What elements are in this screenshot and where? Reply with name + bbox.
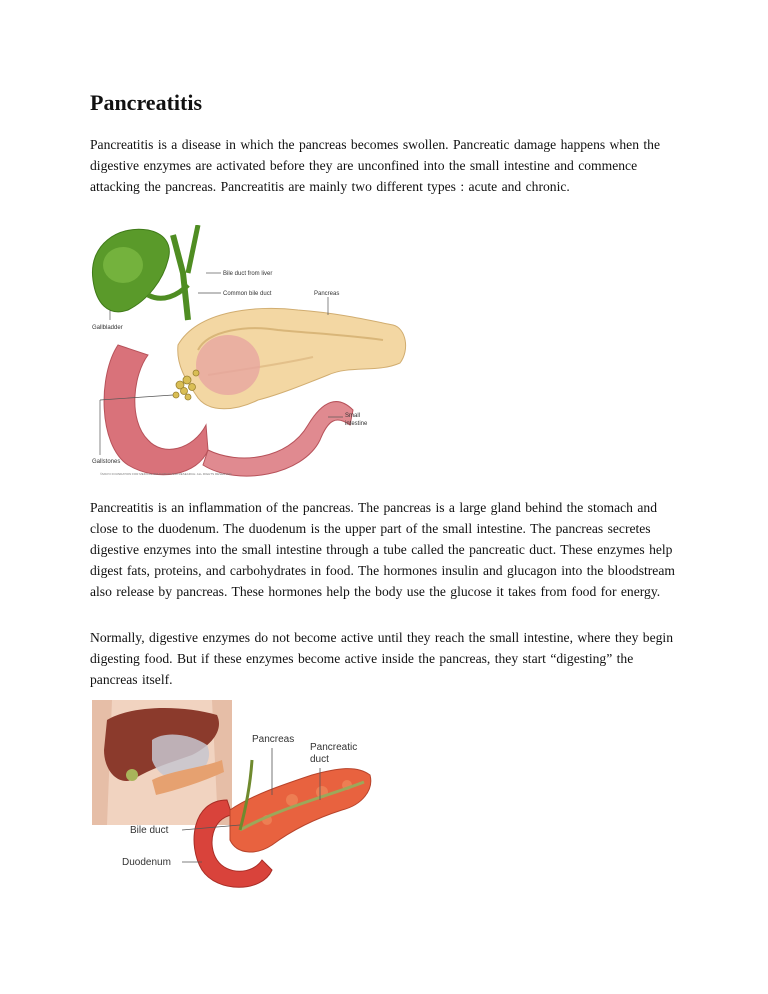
label-common-bile-duct: Common bile duct xyxy=(223,291,272,297)
label-pancreas-2: Pancreas xyxy=(252,734,295,745)
label-gallbladder: Gallbladder xyxy=(92,325,123,331)
enzymes-paragraph: Normally, digestive enzymes do not become active until they reach the small intestine, where they begin digesting food. But if these enzymes become active inside the pancreas, they start “digesting” the pancreas itself. xyxy=(90,630,673,687)
label-bile-duct: Bile duct xyxy=(130,825,169,836)
intro-paragraph: Pancreatitis is a disease in which the pancreas becomes swollen. Pancreatic damage happens when the digestive enzymes are activated before they are unconfined into the small intestine and commence attacking the pancreas. Pancreatitis are mainly two different types : acute and chronic. xyxy=(90,137,661,194)
label-small-intestine: Small xyxy=(345,413,361,419)
label-pancreas: Pancreas xyxy=(314,291,340,297)
label-gallstones: Gallstones xyxy=(92,459,121,465)
explanation-paragraph: Pancreatitis is an inflammation of the pancreas. The pancreas is a large gland behind the stomach and close to the duodenum. The duodenum is the upper part of the small intestine. The pancreas secretes digestive enzymes into the small intestine through a tube called the pancreatic duct. These enzymes help digest fats, proteins, and carbohydrates in food. The hormones insulin and glucagon into the bloodstream also release by pancreas. These hormones help the body use the glucose it takes from food for energy. xyxy=(90,500,675,599)
label-small-intestine-line2: intestine xyxy=(345,421,368,427)
copyright-notice: ©MAYO FOUNDATION FOR MEDICAL EDUCATION AND RESEARCH. ALL RIGHTS RESERVED. xyxy=(100,472,233,476)
pancreas-gallstones-illustration xyxy=(88,225,418,485)
pancreas-duodenum-illustration xyxy=(92,700,382,895)
label-duodenum: Duodenum xyxy=(122,857,171,868)
page-title: Pancreatitis xyxy=(90,90,203,115)
label-pancreatic-duct: Pancreatic xyxy=(310,742,358,753)
label-pancreatic-duct-line2: duct xyxy=(310,754,329,765)
label-bile-duct-from-liver: Bile duct from liver xyxy=(223,271,273,277)
